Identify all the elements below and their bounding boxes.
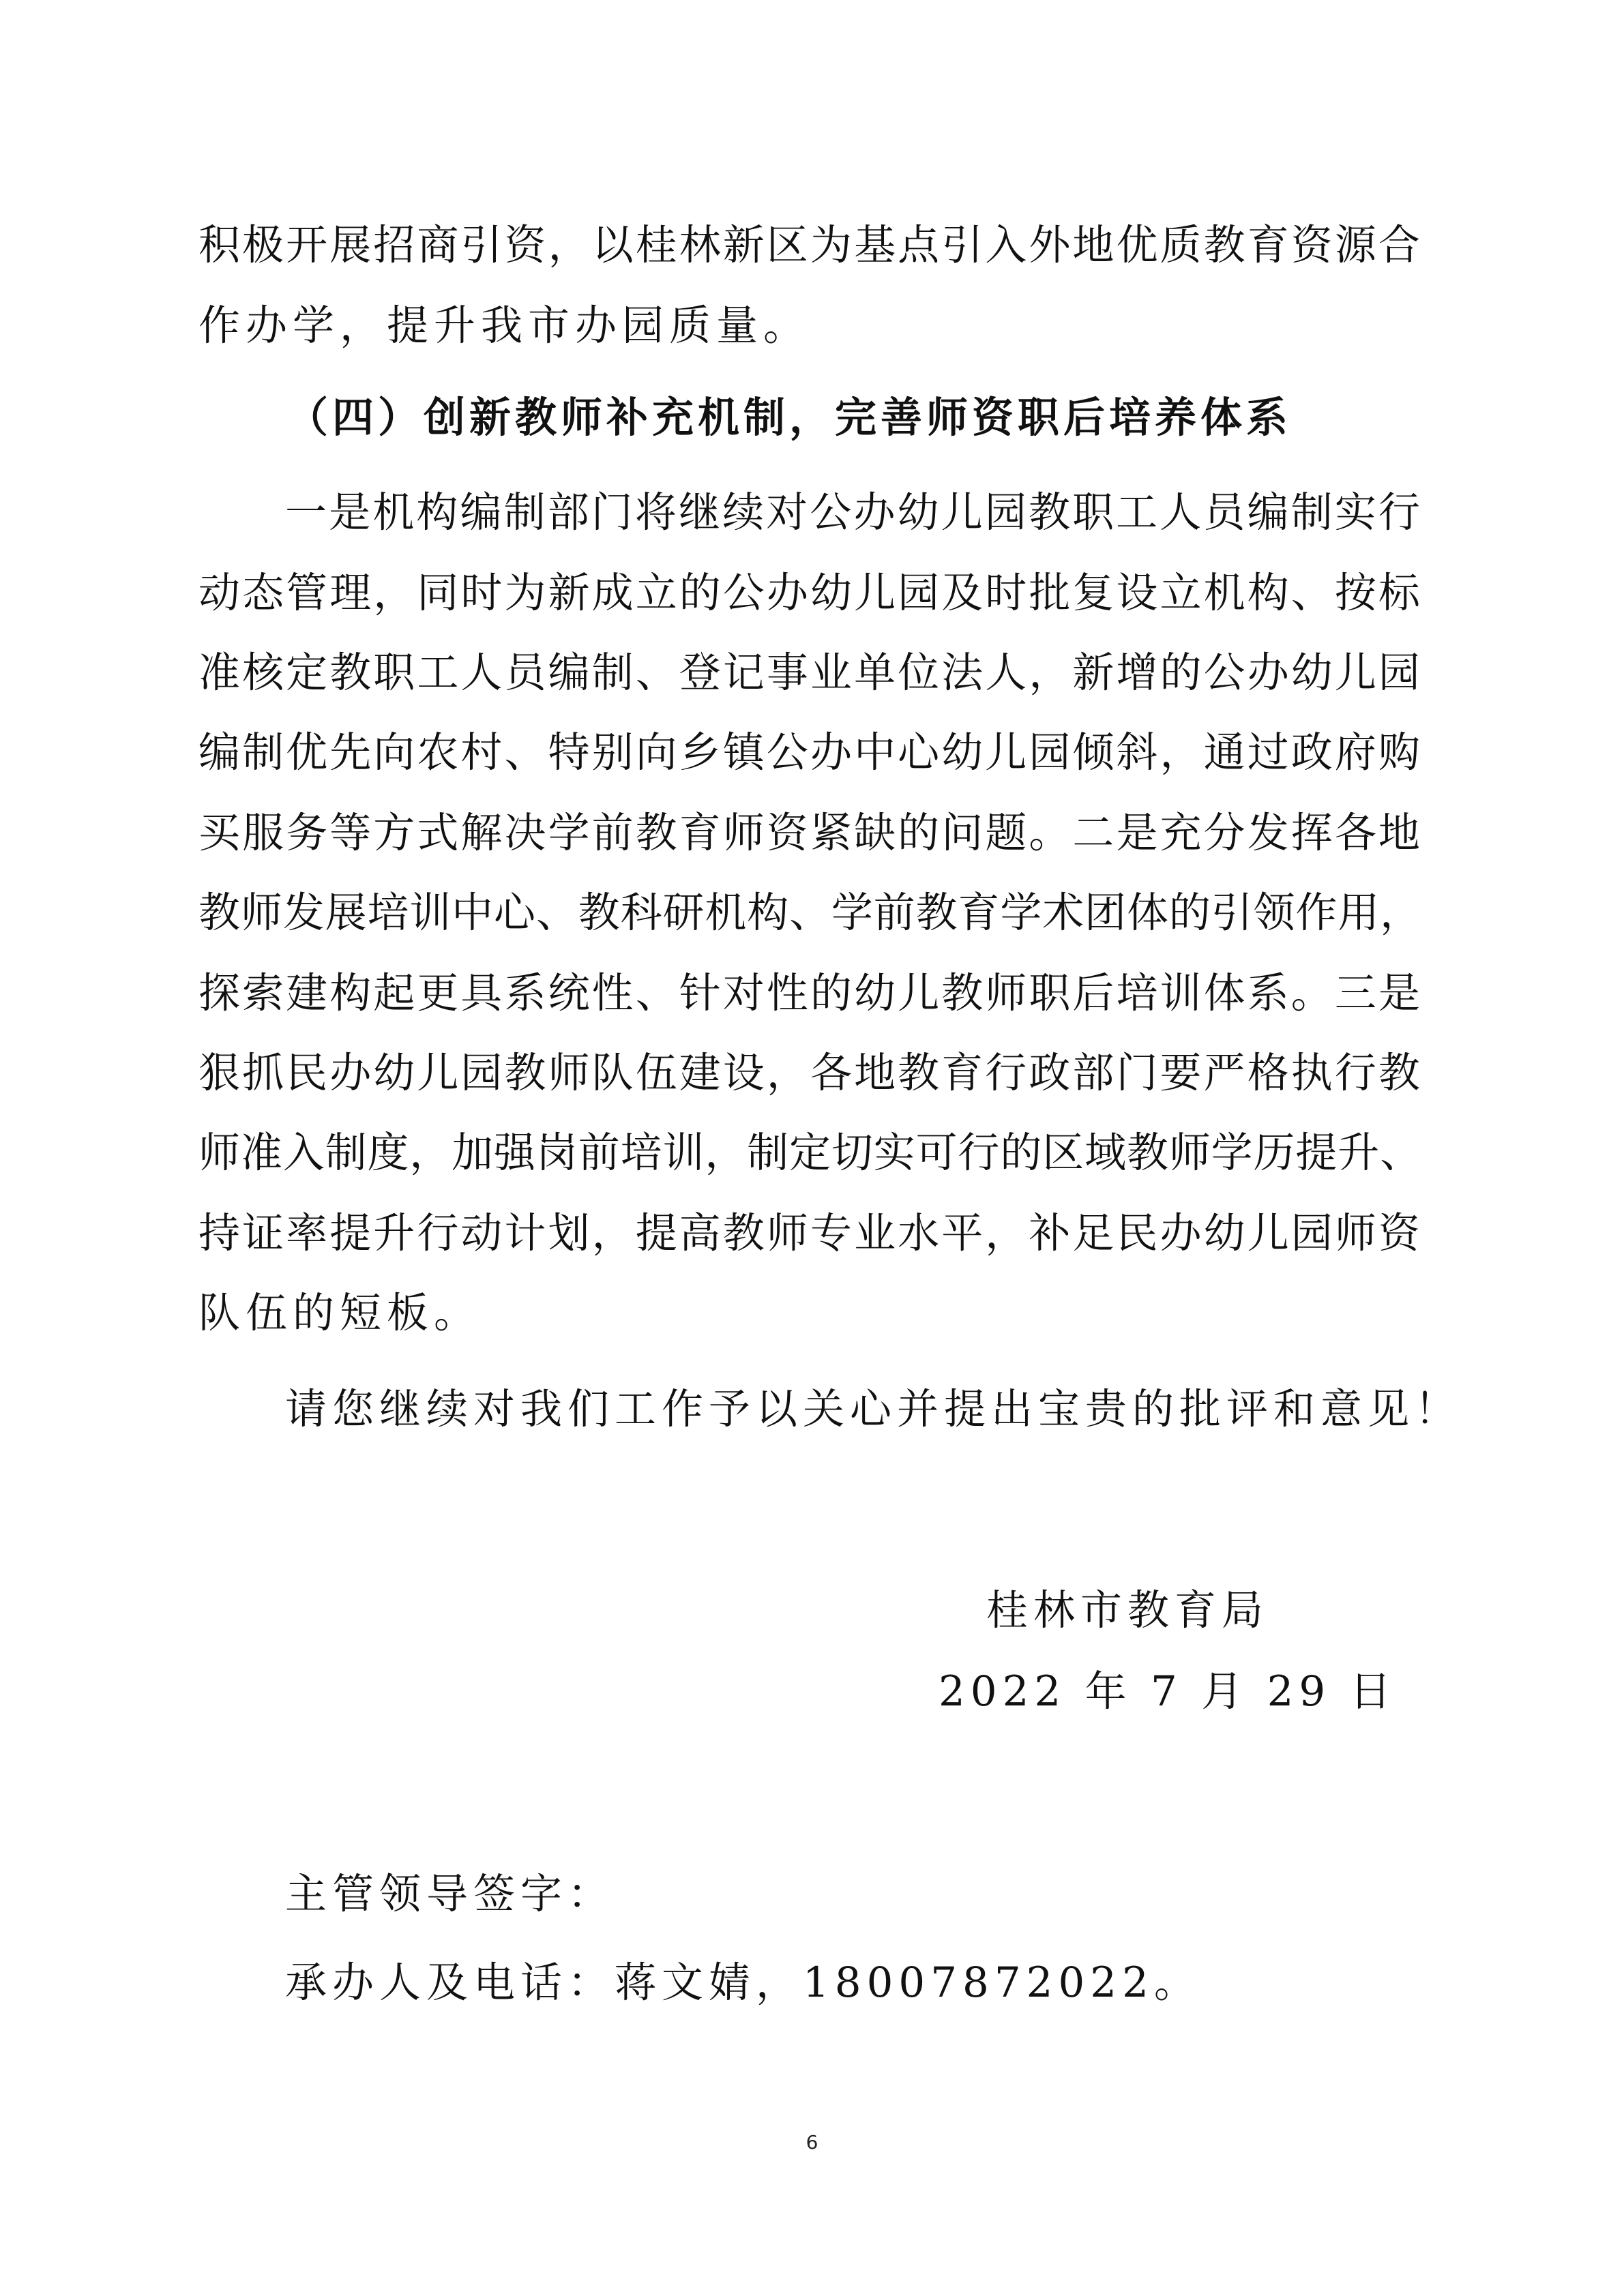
- section-heading: （四）创新教师补充机制，完善师资职后培养体系: [286, 393, 1293, 442]
- body-line: 动态管理，同时为新成立的公办幼儿园及时批复设立机构、按标: [198, 569, 1422, 617]
- leader-signature-label: 主管领导签字：: [285, 1870, 615, 1918]
- body-line: 作办学，提升我市办园质量。: [198, 301, 811, 350]
- body-line: 编制优先向农村、特别向乡镇公办中心幼儿园倾斜，通过政府购: [198, 728, 1422, 777]
- handler-contact: 承办人及电话：蒋文婧，18007872022。: [285, 1958, 1201, 2007]
- signature-date: 2022 年 7 月 29 日: [939, 1667, 1397, 1716]
- body-line: 探索建构起更具系统性、针对性的幼儿教师职后培训体系。三是: [198, 969, 1422, 1017]
- body-line: 师准入制度，加强岗前培训，制定切实可行的区域教师学历提升、: [198, 1129, 1422, 1177]
- signature-organization: 桂林市教育局: [986, 1586, 1269, 1635]
- body-line: 狠抓民办幼儿园教师队伍建设，各地教育行政部门要严格执行教: [198, 1049, 1422, 1097]
- body-line: 教师发展培训中心、教科研机构、学前教育学术团体的引领作用，: [198, 889, 1422, 937]
- body-line: 积极开展招商引资，以桂林新区为基点引入外地优质教育资源合: [198, 221, 1422, 269]
- body-line: 队伍的短板。: [198, 1289, 482, 1337]
- body-line: 持证率提升行动计划，提高教师专业水平，补足民办幼儿园师资: [198, 1209, 1422, 1257]
- closing-line: 请您继续对我们工作予以关心并提出宝贵的批评和意见！: [285, 1385, 1462, 1433]
- body-line: 准核定教职工人员编制、登记事业单位法人，新增的公办幼儿园: [198, 648, 1422, 697]
- body-line: 一是机构编制部门将继续对公办幼儿园教职工人员编制实行: [285, 488, 1422, 537]
- page-number: 6: [806, 2131, 818, 2153]
- body-line: 买服务等方式解决学前教育师资紧缺的问题。二是充分发挥各地: [198, 809, 1422, 857]
